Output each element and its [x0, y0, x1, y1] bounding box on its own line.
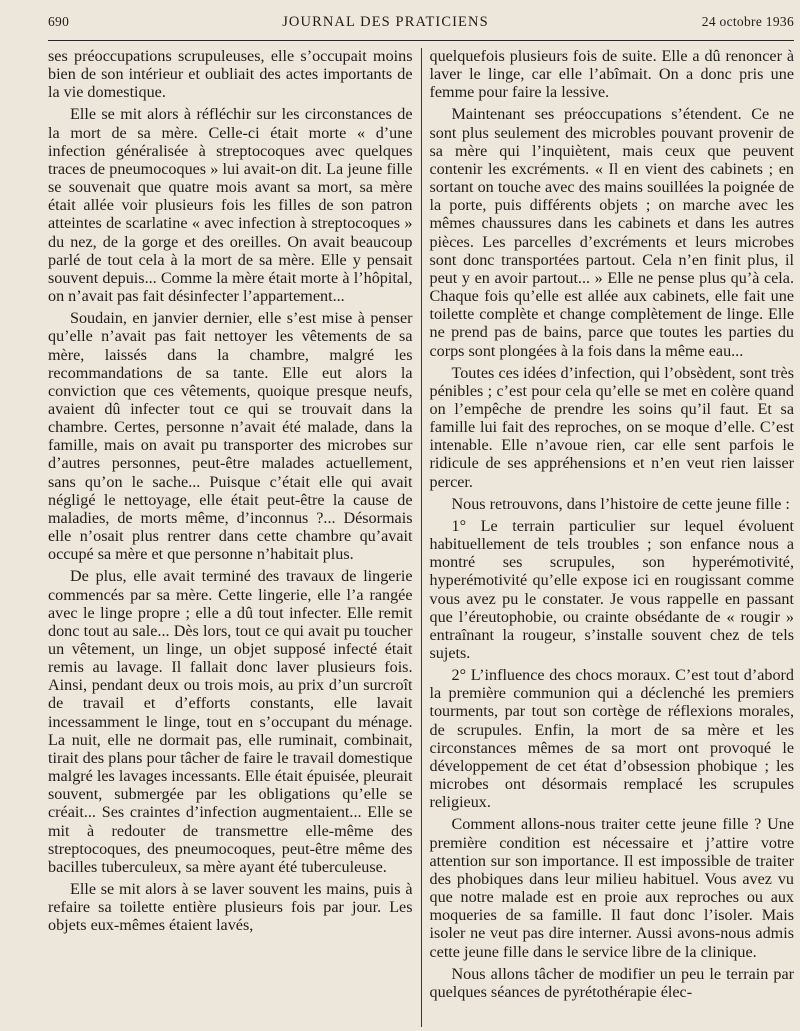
journal-title: JOURNAL DES PRATICIENS — [282, 14, 489, 30]
paragraph: Nous allons tâcher de modifier un peu le terrain par quelques séances de pyrétothérapie élec- — [429, 965, 794, 1001]
right-column — [421, 48, 795, 1027]
paragraph: Elle se mit alors à réfléchir sur les circonstances de la mort de sa mère. Celle-ci était morte « d’une infection généralisée à streptocoques avec quelques traces de pneumocoques » lui avait-on dit. La jeune fille se souvenait que quatre mois avant sa mort, sa mère était allée voir plusieurs fois les filles de son patron atteintes de scarlatine « avec infection à streptocoques » du nez, de la gorge et des oreilles. On avait beaucoup parlé de tout cela à la mort de sa mère. Elle y pensait souvent depuis... Comme la mère était morte à l’hôpital, on n’avait pas fait désinfecter l’appartement... — [48, 106, 413, 306]
paragraph: 1° Le terrain particulier sur lequel évoluent habituellement de tels troubles ; son enfance nous a montré ses scrupules, son hyperémotivité, hyperémotivité qu’elle expose ici en rougissant comme vous avez pu le constater. Je vous rappelle en passant que l’éreutophobie, ou crainte obsédante de « rougir » entraînant la rougeur, s’installe souvent chez de tels sujets. — [429, 517, 794, 662]
text-columns — [48, 48, 794, 1027]
issue-date: 24 octobre 1936 — [701, 14, 794, 29]
left-column — [48, 48, 421, 1027]
paragraph: 2° L’influence des chocs moraux. C’est tout d’abord la première communion qui a déclenché les premiers tourments, par tout son cortège de réflexions morales, de scrupules. Enfin, la mort de sa mère et les circonstances mêmes de sa mort ont provoqué le développement de cet état d’obsession phobique ; les microbes ont désormais remplacé les scrupules religieux. — [429, 667, 794, 812]
paragraph: ses préoccupations scrupuleuses, elle s’occupait moins bien de son intérieur et oubliait des actes importants de la vie domestique. — [48, 48, 413, 102]
paragraph: Elle se mit alors à se laver souvent les mains, puis à refaire sa toilette entière plusieurs fois par jour. Les objets eux-mêmes étaient lavés, — [48, 881, 413, 935]
paragraph: De plus, elle avait terminé des travaux de lingerie commencés par sa mère. Cette lingerie, elle l’a rangée avec le linge propre ; elle a dû tout infecter. Elle remit donc tout au sale... Dès lors, tout ce qui avait pu toucher un vêtement, un linge, un objet supposé infecté était remis au lavage. Il fallait donc laver plusieurs fois. Ainsi, pendant deux ou trois mois, au prix d’un surcroît de travail et d’efforts constants, elle lavait incessamment le linge, tout en s’occupant du ménage. La nuit, elle ne dormait pas, elle ruminait, combinait, tirait des plans pour tâcher de faire le travail domestique malgré les lavages incessants. Elle était épuisée, pleurait souvent, submergée par les obligations qu’elle se créait... Ses craintes d’infection augmentaient... Elle se mit à redouter de transmettre elle-même des streptocoques, des pneumocoques, peut-être même des bacilles tuberculeux, sa mère ayant été tuberculeuse. — [48, 568, 413, 876]
paragraph: Soudain, en janvier dernier, elle s’est mise à penser qu’elle n’avait pas fait nettoyer les vêtements de sa mère, laissés dans la chambre, malgré les recommandations de sa tante. Elle eut alors la conviction que ces vêtements, quoique presque neufs, avaient dû infecter tout ce qui se trouvait dans la chambre. Certes, personne n’avait été malade, dans la famille, mais on avait pu transporter des microbes sur d’autres personnes, peut-être malades actuellement, sans qu’on le sache... Puisque c’était elle qui avait négligé le nettoyage, elle était peut-être la cause de maladies, de morts même, d’inconnus ?... Désormais elle n’osait plus rentrer dans cette chambre qu’avait occupé sa mère et que personne n’habitait plus. — [48, 310, 413, 564]
paragraph: quelquefois plusieurs fois de suite. Elle a dû renoncer à laver le linge, car elle l’abîmait. On a donc pris une femme pour faire la lessive. — [429, 48, 794, 102]
page-number: 690 — [48, 14, 70, 29]
paragraph: Comment allons-nous traiter cette jeune fille ? Une première condition est nécessaire et j’attire votre attention sur son importance. Il est impossible de traiter des phobiques dans leur milieu habituel. Vous avez vu que notre malade est en proie aux reproches ou aux moqueries de sa famille. Il faut donc l’isoler. Mais isoler ne veut pas dire interner. Aussi avons-nous admis cette jeune fille dans le service libre de la clinique. — [429, 816, 794, 961]
header-rule — [48, 40, 794, 41]
running-header — [48, 14, 794, 31]
paragraph: Maintenant ses préoccupations s’étendent. Ce ne sont plus seulement des microbles pouvant provenir de sa mère qui l’inquiètent, mais ceux que peuvent contenir les excréments. « Il en vient des cabinets ; en sortant on touche avec des mains souillées la poignée de la porte, puis différents objets ; on marche avec les mêmes chaussures dans les cabinets et dans les autres pièces. Les parcelles d’excréments et leurs microbes sont donc transportées partout. Cela n’en finit plus, il peut y en avoir partout... » Elle ne pense plus qu’à cela. Chaque fois qu’elle est allée aux cabinets, elle fait une toilette complète et change complètement de linge. Elle ne prend pas de bains, parce que toutes les parties du corps sont plongées à la fois dans la même eau... — [429, 106, 794, 360]
paragraph: Toutes ces idées d’infection, qui l’obsèdent, sont très pénibles ; c’est pour cela qu’elle se met en colère quand on l’empêche de prendre les soins qu’il faut. Et sa famille lui fait des reproches, on se moque d’elle. C’est intenable. Elle n’avoue rien, car elle sent parfois le ridicule de ses appréhensions et n’en veut rien laisser percer. — [429, 364, 794, 491]
paragraph: Nous retrouvons, dans l’histoire de cette jeune fille : — [451, 495, 790, 513]
